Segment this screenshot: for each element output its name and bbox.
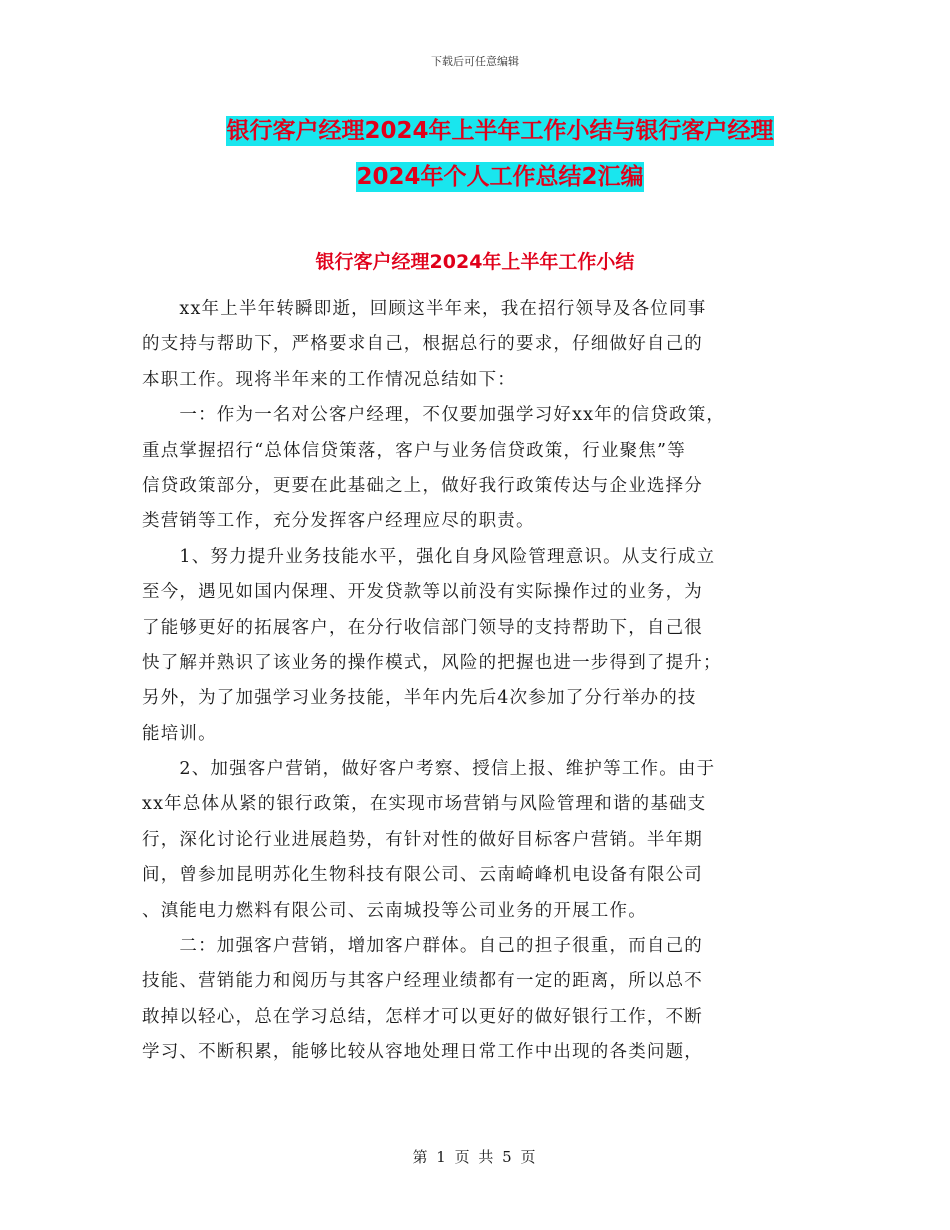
body-line: 行，深化讨论行业进展趋势，有针对性的做好目标客户营销。半年期: [142, 829, 703, 850]
body-line: 能培训。: [142, 723, 217, 744]
body-line: 至今，遇见如国内保理、开发贷款等以前没有实际操作过的业务，为: [142, 582, 703, 603]
body-line: 一：作为一名对公客户经理，不仅要加强学习好xx年的信贷政策，: [142, 405, 726, 426]
section-title: 银行客户经理2024年上半年工作小结: [315, 251, 635, 273]
page-footer: 第 1 页 共 5 页: [412, 1148, 538, 1166]
body-line: 间，曾参加昆明苏化生物科技有限公司、云南崎峰机电设备有限公司: [142, 865, 703, 886]
body-line: 学习、不断积累，能够比较从容地处理日常工作中出现的各类问题，: [142, 1042, 703, 1063]
body-line: 技能、营销能力和阅历与其客户经理业绩都有一定的距离，所以总不: [142, 971, 703, 992]
body-line: 、滇能电力燃料有限公司、云南城投等公司业务的开展工作。: [142, 900, 647, 921]
body-line: 信贷政策部分，更要在此基础之上，做好我行政策传达与企业选择分: [142, 475, 703, 496]
body-line: 快了解并熟识了该业务的操作模式，风险的把握也进一步得到了提升；: [142, 652, 722, 673]
body-line: 二：加强客户营销，增加客户群体。自己的担子很重，而自己的: [142, 936, 703, 957]
body-line: 另外，为了加强学习业务技能，半年内先后4次参加了分行举办的技: [142, 688, 697, 709]
body-line: 敢掉以轻心，总在学习总结，怎样才可以更好的做好银行工作，不断: [142, 1006, 703, 1027]
body-line: 本职工作。现将半年来的工作情况总结如下：: [142, 369, 516, 390]
body-line: 的支持与帮助下，严格要求自己，根据总行的要求，仔细做好自己的: [142, 334, 703, 355]
document-title: [100, 108, 900, 200]
body-line: 了能够更好的拓展客户，在分行收信部门领导的支持帮助下，自己很: [142, 617, 703, 638]
body-line: 类营销等工作，充分发挥客户经理应尽的职责。: [142, 511, 535, 532]
header-note: 下载后可任意编辑: [431, 55, 519, 68]
body-line: 重点掌握招行“总体信贷策落，客户与业务信贷政策，行业聚焦”等: [142, 440, 686, 461]
title-line-2: 2024年个人工作总结2汇编: [356, 164, 644, 190]
body-line: 2、加强客户营销，做好客户考察、授信上报、维护等工作。由于: [142, 759, 716, 780]
body-line: 1、努力提升业务技能水平，强化自身风险管理意识。从支行成立: [142, 546, 716, 567]
title-line-1: 银行客户经理2024年上半年工作小结与银行客户经理: [226, 118, 774, 144]
body-line: xx年总体从紧的银行政策，在实现市场营销与风险管理和谐的基础支: [142, 794, 707, 815]
body-line: xx年上半年转瞬即逝，回顾这半年来，我在招行领导及各位同事: [142, 299, 707, 319]
body-text: [142, 292, 812, 1071]
